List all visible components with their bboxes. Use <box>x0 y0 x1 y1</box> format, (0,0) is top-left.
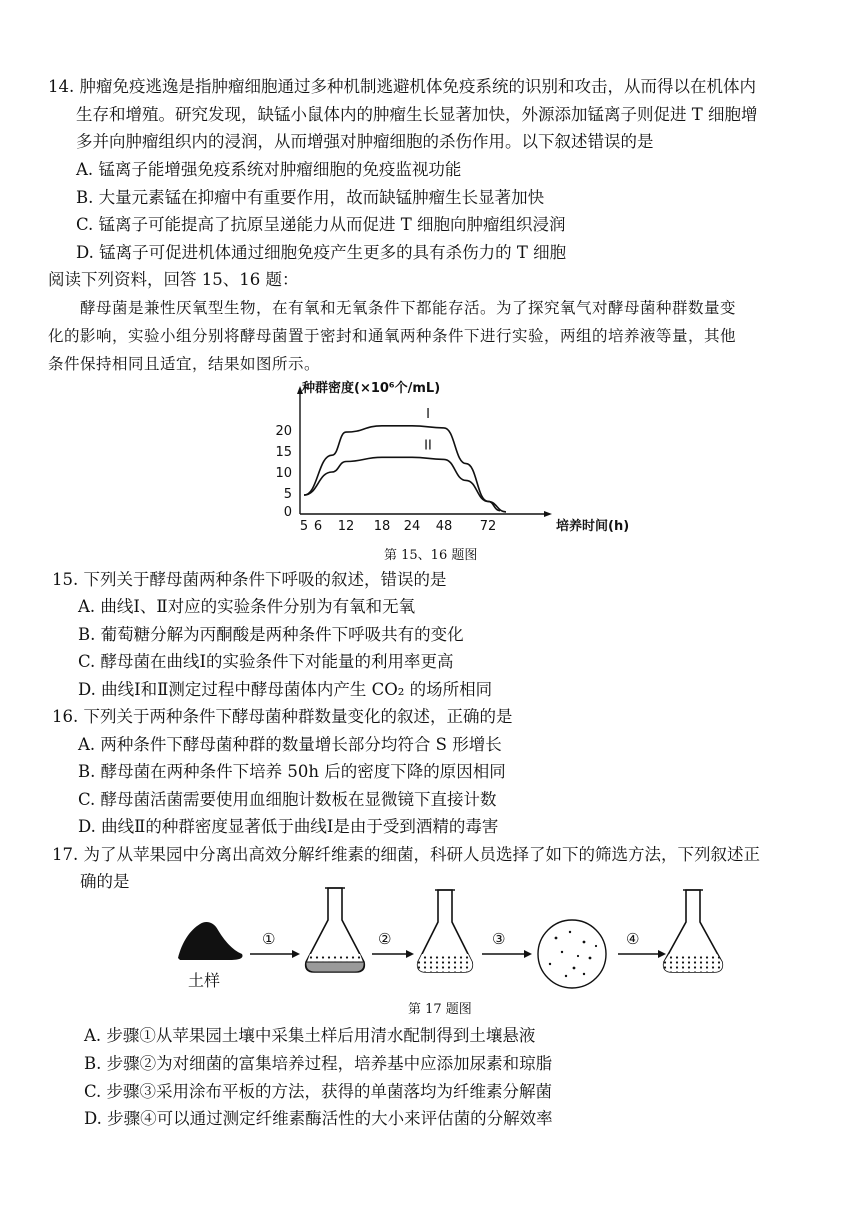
x-tick-label: 48 <box>435 519 453 534</box>
x-tick-label: 5 <box>299 519 309 534</box>
screening-diagram <box>170 880 750 995</box>
q15-option-d: D. 曲线Ⅰ和Ⅱ测定过程中酵母菌体内产生 CO₂ 的场所相同 <box>78 680 493 699</box>
q17-option-a: A. 步骤①从苹果园土壤中采集土样后用清水配制得到土壤悬液 <box>84 1026 536 1045</box>
diagram-caption: 第 17 题图 <box>408 1002 472 1017</box>
passage-line-2: 化的影响，实验小组分别将酵母菌置于密封和通氧两种条件下进行实验，两组的培养液等量，其他 <box>48 327 737 345</box>
x-tick-label: 18 <box>373 519 391 534</box>
step-3-arrowhead <box>524 950 532 958</box>
series-line-1 <box>304 426 506 512</box>
y-tick-label: 10 <box>275 466 292 481</box>
x-tick-label: 72 <box>479 519 497 534</box>
q14-option-b: B. 大量元素锰在抑瘤中有重要作用，故而缺锰肿瘤生长显著加快 <box>76 188 545 207</box>
reading-intro: 阅读下列资料，回答 15、16 题： <box>48 270 299 289</box>
q17-stem-line-1: 17. 为了从苹果园中分离出高效分解纤维素的细菌，科研人员选择了如下的筛选方法，下列叙述正 <box>52 845 760 864</box>
series-label-1: I <box>426 406 430 422</box>
step-2-arrowhead <box>406 950 414 958</box>
q14-stem-line-3: 多并向肿瘤组织内的浸润，从而增强对肿瘤细胞的杀伤作用。以下叙述错误的是 <box>76 132 654 151</box>
step-1-arrowhead <box>292 950 300 958</box>
q14-stem-line-2: 生存和增殖。研究发现，缺锰小鼠体内的肿瘤生长显著加快，外源添加锰离子则促进 T 细胞增 <box>76 105 758 124</box>
passage-line-3: 条件保持相同且适宜，结果如图所示。 <box>48 355 321 373</box>
step-4-arrowhead <box>658 950 666 958</box>
petri-dish-icon <box>538 920 606 988</box>
x-tick-label: 6 <box>313 519 323 534</box>
x-tick-label: 24 <box>403 519 421 534</box>
series-label-2: II <box>424 438 432 454</box>
q15-option-b: B. 葡萄糖分解为丙酮酸是两种条件下呼吸共有的变化 <box>78 625 464 644</box>
q16-stem: 16. 下列关于两种条件下酵母菌种群数量变化的叙述，正确的是 <box>52 707 513 726</box>
q17-stem-line-2: 确的是 <box>80 872 130 891</box>
q17-option-c: C. 步骤③采用涂布平板的方法，获得的单菌落均为纤维素分解菌 <box>84 1082 553 1101</box>
y-tick-label: 15 <box>275 445 292 460</box>
q16-option-c: C. 酵母菌活菌需要使用血细胞计数板在显微镜下直接计数 <box>78 790 497 809</box>
q15-option-c: C. 酵母菌在曲线Ⅰ的实验条件下对能量的利用率更高 <box>78 652 454 671</box>
chart-caption: 第 15、16 题图 <box>384 548 478 563</box>
step-2-label: ② <box>378 930 392 948</box>
y-axis-label: 种群密度(×10⁶个/mL) <box>302 381 441 396</box>
q14-stem-line-1: 14. 肿瘤免疫逃逸是指肿瘤细胞通过多种机制逃避机体免疫系统的识别和攻击，从而得以在机体内 <box>48 77 756 96</box>
y-tick-label: 0 <box>283 505 292 520</box>
step-3-label: ③ <box>492 930 506 948</box>
q16-option-b: B. 酵母菌在两种条件下培养 50h 后的密度下降的原因相同 <box>78 762 506 781</box>
x-tick-label: 12 <box>337 519 355 534</box>
soil-sample-label: 土样 <box>188 971 221 990</box>
flask-1-icon <box>306 888 365 972</box>
flask-2-icon <box>418 890 473 972</box>
q16-option-a: A. 两种条件下酵母菌种群的数量增长部分均符合 S 形增长 <box>78 735 502 754</box>
q14-option-d: D. 锰离子可促进机体通过细胞免疫产生更多的具有杀伤力的 T 细胞 <box>76 243 567 262</box>
q15-stem: 15. 下列关于酵母菌两种条件下呼吸的叙述，错误的是 <box>52 570 447 589</box>
x-axis-label: 培养时间(h) <box>556 519 630 534</box>
q14-option-a: A. 锰离子能增强免疫系统对肿瘤细胞的免疫监视功能 <box>76 160 462 179</box>
q17-option-b: B. 步骤②为对细菌的富集培养过程，培养基中应添加尿素和琼脂 <box>84 1054 553 1073</box>
passage-line-1: 酵母菌是兼性厌氧型生物，在有氧和无氧条件下都能存活。为了探究氧气对酵母菌种群数量变 <box>80 299 737 317</box>
q16-option-d: D. 曲线Ⅱ的种群密度显著低于曲线Ⅰ是由于受到酒精的毒害 <box>78 817 499 836</box>
chart-marks <box>304 407 506 512</box>
soil-sample-icon <box>178 922 243 960</box>
step-1-label: ① <box>262 930 276 948</box>
q15-option-a: A. 曲线Ⅰ、Ⅱ对应的实验条件分别为有氧和无氧 <box>78 597 416 616</box>
step-4-label: ④ <box>626 930 640 948</box>
x-axis-arrowhead <box>544 511 552 517</box>
y-tick-label: 20 <box>275 424 292 439</box>
population-density-chart <box>260 376 630 538</box>
y-tick-label: 5 <box>283 487 292 502</box>
q14-option-c: C. 锰离子可能提高了抗原呈递能力从而促进 T 细胞向肿瘤组织浸润 <box>76 215 566 234</box>
q17-option-d: D. 步骤④可以通过测定纤维素酶活性的大小来评估菌的分解效率 <box>84 1109 553 1128</box>
flask-3-icon <box>664 890 723 972</box>
